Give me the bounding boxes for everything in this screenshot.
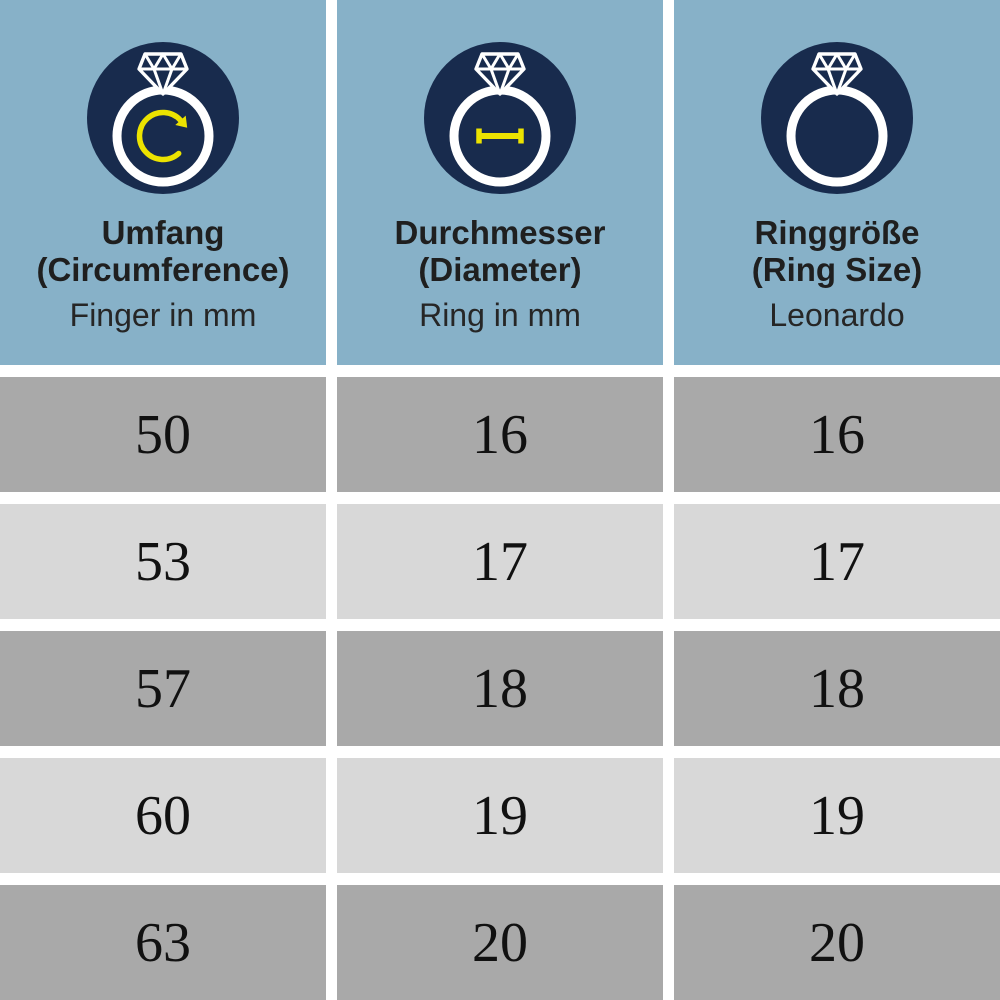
circumference-value: 57 (0, 631, 326, 746)
header-ring-size-text (752, 214, 923, 334)
table-row (0, 504, 1000, 619)
ring-circumference-icon (87, 42, 239, 194)
header-circumference (0, 0, 326, 365)
circumference-value: 53 (0, 504, 326, 619)
ring-size-value: 19 (674, 758, 1000, 873)
header-title: Umfang (101, 214, 225, 251)
circumference-value: 63 (0, 885, 326, 1000)
ring-size-value: 17 (674, 504, 1000, 619)
header-title: Ringgröße (754, 214, 920, 251)
ring-size-value: 16 (674, 377, 1000, 492)
header-title: Durchmesser (394, 214, 606, 251)
header-ring-size (674, 0, 1000, 365)
header-subtitle: (Circumference) (36, 251, 290, 288)
header-diameter (337, 0, 663, 365)
header-circumference-text (36, 214, 289, 334)
table-header-row (0, 0, 1000, 365)
diameter-value: 16 (337, 377, 663, 492)
circumference-value: 50 (0, 377, 326, 492)
ring-plain-icon (761, 42, 913, 194)
table-row (0, 377, 1000, 492)
table-row (0, 885, 1000, 1000)
ring-diameter-icon (424, 42, 576, 194)
diameter-value: 19 (337, 758, 663, 873)
table-row (0, 631, 1000, 746)
header-subtitle: (Diameter) (418, 251, 582, 288)
ring-size-value: 18 (674, 631, 1000, 746)
header-unit: Ring in mm (419, 297, 581, 333)
table-row (0, 758, 1000, 873)
header-unit: Finger in mm (69, 297, 257, 333)
diameter-value: 18 (337, 631, 663, 746)
ring-size-value: 20 (674, 885, 1000, 1000)
header-subtitle: (Ring Size) (751, 251, 923, 288)
diameter-value: 17 (337, 504, 663, 619)
header-diameter-text (395, 214, 606, 334)
diameter-value: 20 (337, 885, 663, 1000)
circumference-value: 60 (0, 758, 326, 873)
header-unit: Leonardo (769, 297, 905, 333)
